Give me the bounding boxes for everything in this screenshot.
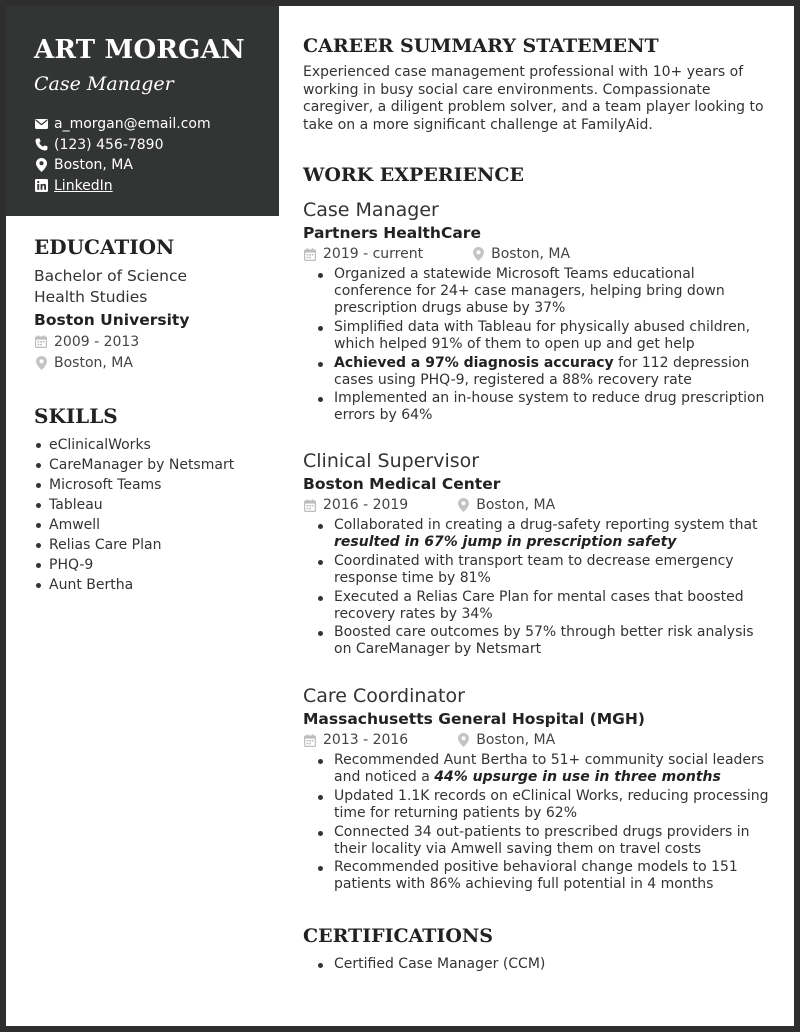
job-meta	[303, 495, 773, 515]
job-entry	[303, 684, 773, 895]
bullet-text: Connected 34 out-patients to prescribed drugs providers in their locality via Amwell saving them on travel costs	[334, 823, 750, 857]
job-company: Boston Medical Center	[303, 475, 501, 493]
skills-list	[34, 435, 279, 595]
job-bullet	[303, 390, 773, 424]
job-bullet	[303, 355, 773, 389]
education-years: 2009 - 2013	[54, 333, 140, 350]
calendar-icon	[303, 247, 317, 261]
education-heading: EDUCATION	[34, 235, 175, 259]
job-dates: 2019 - current	[323, 246, 424, 262]
bullet-text: Executed a Relias Care Plan for mental cases that boosted recovery rates by 34%	[334, 588, 744, 622]
job-meta	[303, 244, 773, 264]
work-experience-heading: WORK EXPERIENCE	[303, 164, 524, 186]
job-entry	[303, 198, 773, 426]
job-bullets	[303, 517, 773, 658]
certification-item: Certified Case Manager (CCM)	[303, 956, 773, 973]
job-location	[471, 246, 570, 262]
job-bullet	[303, 752, 773, 786]
bullet-highlight: Achieved a 97% diagnosis accuracy	[334, 354, 614, 371]
job-bullet	[303, 788, 773, 822]
job-dates: 2013 - 2016	[323, 732, 409, 748]
envelope-icon	[34, 117, 48, 131]
skill-item: Tableau	[34, 495, 279, 515]
skill-item: Amwell	[34, 515, 279, 535]
bullet-text: Boosted care outcomes by 57% through better risk analysis on CareManager by Netsmart	[334, 624, 754, 658]
sidebar-body	[6, 216, 279, 595]
job-company: Partners HealthCare	[303, 224, 481, 242]
location-text: Boston, MA	[54, 157, 133, 174]
linkedin-icon	[34, 179, 48, 193]
bullet-text: Recommended Aunt Bertha to 51+ community social leaders and noticed a	[334, 752, 765, 785]
bullet-text: Implemented an in-house system to reduce drug prescription errors by 64%	[334, 390, 765, 424]
job-meta	[303, 730, 773, 750]
phone-text[interactable]: (123) 456-7890	[54, 136, 164, 153]
degree-line-2: Health Studies	[34, 288, 148, 306]
bullet-text: Organized a statewide Microsoft Teams educational conference for 24+ case managers, helping bring down prescription drugs abuse by 37%	[334, 266, 725, 316]
summary-text: Experienced case management professional with 10+ years of working in busy social care environments. Compassionate caregiver, a diligent problem solver, and a team player looking to take on a more significant challenge at FamilyAid.	[303, 64, 764, 133]
job-entry	[303, 449, 773, 660]
skill-item: PHQ-9	[34, 555, 279, 575]
job-bullet	[303, 589, 773, 623]
bullet-highlight: 44% upsurge in use in three months	[434, 769, 721, 785]
bullet-text: Recommended positive behavioral change models to 151 patients with 86% achieving full potential in 4 months	[334, 859, 738, 893]
phone-icon	[34, 138, 48, 152]
resume-header	[6, 6, 279, 216]
skill-item: CareManager by Netsmart	[34, 455, 279, 475]
job-location-text: Boston, MA	[476, 497, 556, 513]
map-pin-icon	[456, 733, 470, 747]
job-bullet	[303, 624, 773, 658]
map-pin-icon	[34, 158, 48, 172]
job-bullets	[303, 752, 773, 893]
job-location-text: Boston, MA	[476, 732, 556, 748]
candidate-name: ART MORGAN	[34, 35, 245, 65]
bullet-highlight: resulted in 67% jump in prescription safety	[334, 534, 677, 550]
job-company: Massachusetts General Hospital (MGH)	[303, 710, 645, 728]
bullet-text: Collaborated in creating a drug-safety reporting system that	[334, 517, 758, 533]
skills-heading: SKILLS	[34, 404, 118, 428]
job-bullet	[303, 859, 773, 893]
degree-line-1: Bachelor of Science	[34, 267, 188, 285]
summary-heading: CAREER SUMMARY STATEMENT	[303, 35, 659, 57]
job-bullet	[303, 319, 773, 353]
calendar-icon	[34, 335, 48, 349]
map-pin-icon	[471, 247, 485, 261]
bullet-text: Simplified data with Tableau for physically abused children, which helped 91% of them to open up and get help	[334, 318, 751, 352]
linkedin-link[interactable]: LinkedIn	[54, 177, 113, 194]
calendar-icon	[303, 498, 317, 512]
skill-item: Microsoft Teams	[34, 475, 279, 495]
school-name: Boston University	[34, 311, 190, 329]
calendar-icon	[303, 733, 317, 747]
certifications-heading: CERTIFICATIONS	[303, 925, 493, 947]
job-title: Case Manager	[303, 199, 439, 221]
email-text[interactable]: a_morgan@email.com	[54, 116, 211, 133]
education-location-text: Boston, MA	[54, 354, 133, 371]
map-pin-icon	[456, 498, 470, 512]
sidebar	[6, 6, 279, 1026]
contact-location	[34, 155, 279, 176]
contact-list	[34, 114, 279, 196]
bullet-text-end: for 112 depression cases using PHQ-9, registered a 88% recovery rate	[334, 354, 750, 388]
job-title: Care Coordinator	[303, 685, 465, 707]
contact-linkedin	[34, 176, 279, 197]
contact-phone	[34, 135, 279, 156]
job-bullet	[303, 553, 773, 587]
job-location	[456, 732, 555, 748]
job-bullet	[303, 517, 773, 551]
skill-item: Relias Care Plan	[34, 535, 279, 555]
job-bullet	[303, 824, 773, 858]
skill-item: eClinicalWorks	[34, 435, 279, 455]
education-location	[34, 352, 279, 373]
bullet-text: Updated 1.1K records on eClinical Works, reducing processing time for returning patients by 62%	[334, 787, 769, 821]
job-bullet	[303, 266, 773, 317]
candidate-role: Case Manager	[34, 73, 174, 95]
map-pin-icon	[34, 356, 48, 370]
education-dates	[34, 331, 279, 352]
resume-page	[6, 6, 794, 1026]
job-location	[456, 497, 555, 513]
job-dates: 2016 - 2019	[323, 497, 409, 513]
job-location-text: Boston, MA	[491, 246, 571, 262]
bullet-text: Coordinated with transport team to decrease emergency response time by 81%	[334, 552, 734, 586]
job-title: Clinical Supervisor	[303, 450, 480, 472]
certifications-list	[303, 956, 773, 975]
contact-email	[34, 114, 279, 135]
skill-item: Aunt Bertha	[34, 575, 279, 595]
job-bullets	[303, 266, 773, 424]
